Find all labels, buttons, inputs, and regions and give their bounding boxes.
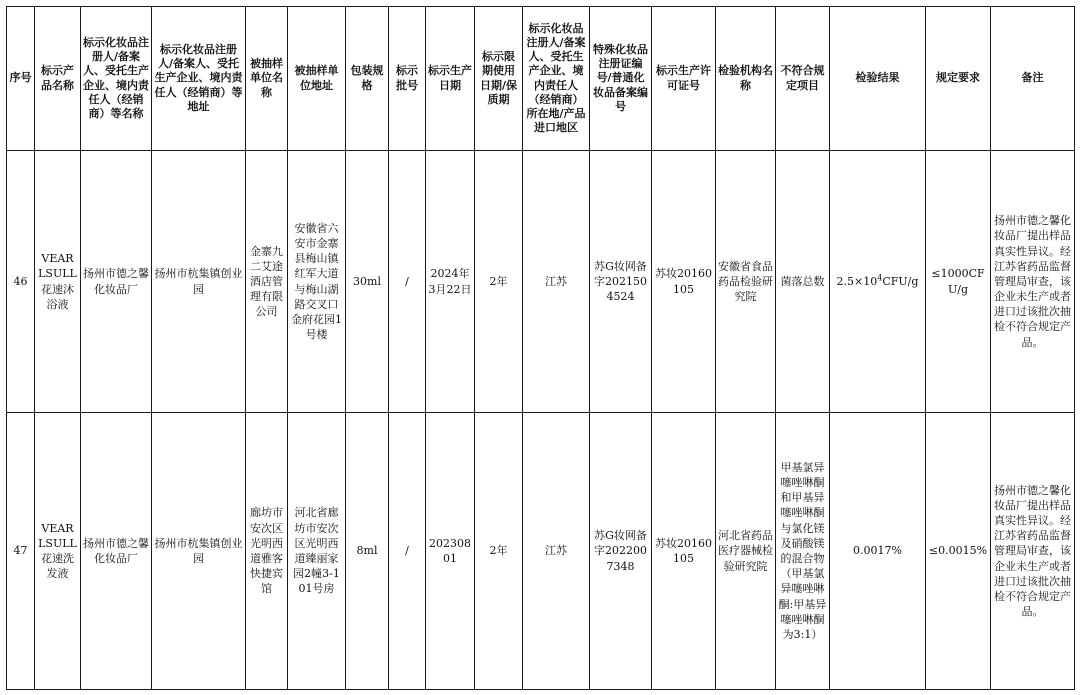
header-batch: 标示批号 [389, 7, 426, 151]
cell-failed-item: 菌落总数 [776, 151, 830, 413]
header-requirement: 规定要求 [926, 7, 991, 151]
cell-sampled-address: 河北省廊坊市安次区光明西道臻丽家园2幢3-101号房 [288, 413, 346, 690]
header-sampled-address: 被抽样单位地址 [288, 7, 346, 151]
header-company-address: 标示化妆品注册人/备案人、受托生产企业、境内责任人（经销商）等地址 [152, 7, 246, 151]
cell-license-number: 苏妆20160105 [652, 151, 716, 413]
cell-region: 江苏 [523, 413, 590, 690]
header-lab: 检验机构名称 [716, 7, 776, 151]
cell-sampled-address: 安徽省六安市金寨县梅山镇红军大道与梅山湖路交叉口金府花园1号楼 [288, 151, 346, 413]
header-seq: 序号 [7, 7, 35, 151]
cell-requirement: ≤0.0015% [926, 413, 991, 690]
header-production-date: 标示生产日期 [426, 7, 475, 151]
header-product-name: 标示产品名称 [35, 7, 81, 151]
cell-product-name: VEAR LSULL 花速洗发液 [35, 413, 81, 690]
cell-seq: 46 [7, 151, 35, 413]
header-record-number: 特殊化妆品注册证编号/普通化妆品备案编号 [590, 7, 652, 151]
cell-company-address: 扬州市杭集镇创业园 [152, 413, 246, 690]
cell-record-number: 苏G妆网备字2021504524 [590, 151, 652, 413]
table-header-row [7, 7, 1075, 151]
cell-remark: 扬州市德之馨化妆品厂提出样品真实性异议。经江苏省药品监督管理局审查，该企业未生产或者进口过该批次抽检不符合规定产品。 [991, 413, 1075, 690]
cell-lab: 河北省药品医疗器械检验研究院 [716, 413, 776, 690]
result-unit: CFU/g [882, 274, 919, 288]
cell-shelf-life: 2年 [475, 413, 523, 690]
cell-license-number: 苏妆20160105 [652, 413, 716, 690]
cell-package: 8ml [346, 413, 389, 690]
result-value: 2.5×10 [836, 274, 878, 288]
header-region: 标示化妆品注册人/备案人、受托生产企业、境内责任人（经销商）所在地/产品进口地区 [523, 7, 590, 151]
inspection-results-table [6, 6, 1075, 690]
cell-sampled-unit: 廊坊市安次区光明西道雅客快捷宾馆 [246, 413, 288, 690]
cell-company-name: 扬州市德之馨化妆品厂 [81, 413, 152, 690]
result-exponent: 4 [877, 273, 883, 283]
cell-seq: 47 [7, 413, 35, 690]
header-license-number: 标示生产许可证号 [652, 7, 716, 151]
cell-package: 30ml [346, 151, 389, 413]
cell-batch: / [389, 151, 426, 413]
table-row [7, 413, 1075, 690]
cell-company-address: 扬州市杭集镇创业园 [152, 151, 246, 413]
cell-production-date: 20230801 [426, 413, 475, 690]
cell-result: 0.0017% [830, 413, 926, 690]
cell-requirement: ≤1000CFU/g [926, 151, 991, 413]
table-row [7, 151, 1075, 413]
header-result: 检验结果 [830, 7, 926, 151]
header-remark: 备注 [991, 7, 1075, 151]
cell-batch: / [389, 413, 426, 690]
cell-sampled-unit: 金寨九二艾途酒店管理有限公司 [246, 151, 288, 413]
header-shelf-life: 标示限期使用日期/保质期 [475, 7, 523, 151]
header-sampled-unit: 被抽样单位名称 [246, 7, 288, 151]
cell-product-name: VEAR LSULL 花速沐浴液 [35, 151, 81, 413]
cell-region: 江苏 [523, 151, 590, 413]
cell-company-name: 扬州市德之馨化妆品厂 [81, 151, 152, 413]
cell-failed-item: 甲基氯异噻唑啉酮和甲基异噻唑啉酮与氯化镁及硝酸镁的混合物（甲基氯异噻唑啉酮:甲基异噻唑啉酮为3:1） [776, 413, 830, 690]
header-package: 包装规格 [346, 7, 389, 151]
header-failed-item: 不符合规定项目 [776, 7, 830, 151]
cell-remark: 扬州市德之馨化妆品厂提出样品真实性异议。经江苏省药品监督管理局审查，该企业未生产或者进口过该批次抽检不符合规定产品。 [991, 151, 1075, 413]
cell-shelf-life: 2年 [475, 151, 523, 413]
cell-record-number: 苏G妆网备字2022007348 [590, 413, 652, 690]
cell-production-date: 2024年3月22日 [426, 151, 475, 413]
cell-result [830, 151, 926, 413]
header-company-name: 标示化妆品注册人/备案人、受托生产企业、境内责任人（经销商）等名称 [81, 7, 152, 151]
cell-lab: 安徽省食品药品检验研究院 [716, 151, 776, 413]
